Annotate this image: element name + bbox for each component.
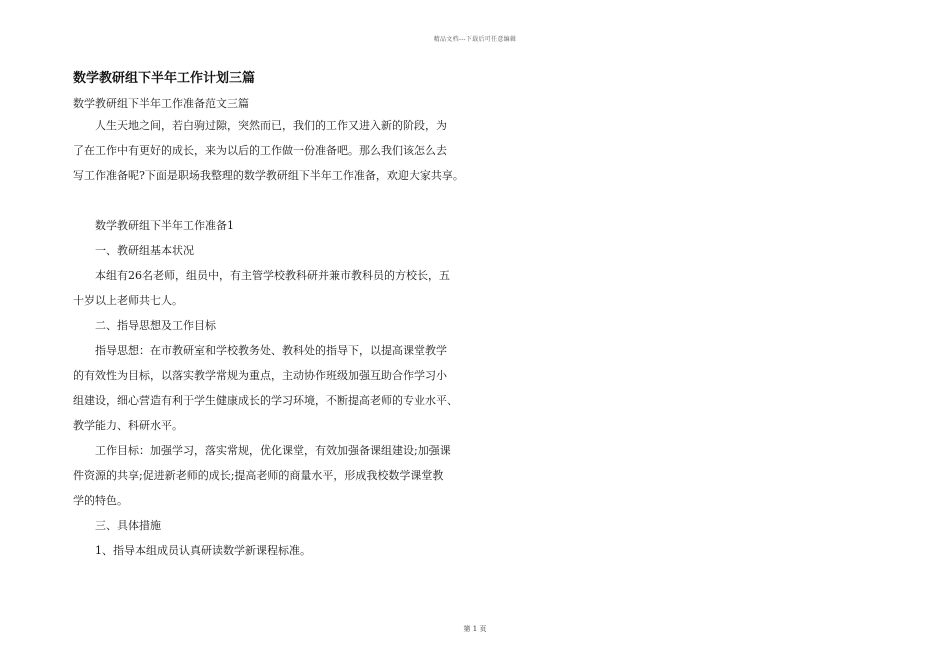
page-number: 第 1 页 [463, 625, 487, 633]
paragraph-line: 人生天地之间，若白驹过隙，突然而已，我们的工作又进入新的阶段，为 [95, 119, 447, 132]
section-heading: 二、指导思想及工作目标 [95, 319, 216, 332]
page-header: 精品文档---下载后可任意编辑 [433, 36, 517, 43]
paragraph-line: 的有效性为目标，以落实教学常规为重点，主动协作班级加强互助合作学习小 [73, 369, 447, 382]
paragraph-line: 1、指导本组成员认真研读数学新课程标准。 [95, 544, 311, 557]
paragraph-line: 本组有26名老师，组员中，有主管学校教科研并兼市教科员的方校长，五 [95, 269, 450, 282]
paragraph-line: 件资源的共享;促进新老师的成长;提高老师的商量水平，形成我校数学课堂教 [73, 469, 444, 482]
section-heading: 一、教研组基本状况 [95, 244, 194, 257]
section-heading: 数学教研组下半年工作准备1 [95, 219, 234, 232]
paragraph-line: 指导思想：在市教研室和学校教务处、教科处的指导下，以提高课堂教学 [95, 344, 447, 357]
paragraph-line: 十岁以上老师共七人。 [73, 294, 183, 307]
paragraph-line: 工作目标：加强学习，落实常规，优化课堂，有效加强备课组建设;加强课 [95, 444, 451, 457]
document-subtitle: 数学教研组下半年工作准备范文三篇 [73, 97, 249, 110]
paragraph-line: 组建设，细心营造有利于学生健康成长的学习环境，不断提高老师的专业水平、 [73, 394, 458, 407]
paragraph-line: 写工作准备呢?下面是职场我整理的数学教研组下半年工作准备，欢迎大家共享。 [73, 169, 464, 182]
document-title: 数学教研组下半年工作计划三篇 [73, 71, 256, 86]
paragraph-line: 教学能力、科研水平。 [73, 419, 183, 432]
paragraph-line: 了在工作中有更好的成长，来为以后的工作做一份准备吧。那么我们该怎么去 [73, 144, 447, 157]
section-heading: 三、具体措施 [95, 519, 161, 532]
paragraph-line: 学的特色。 [73, 494, 128, 507]
